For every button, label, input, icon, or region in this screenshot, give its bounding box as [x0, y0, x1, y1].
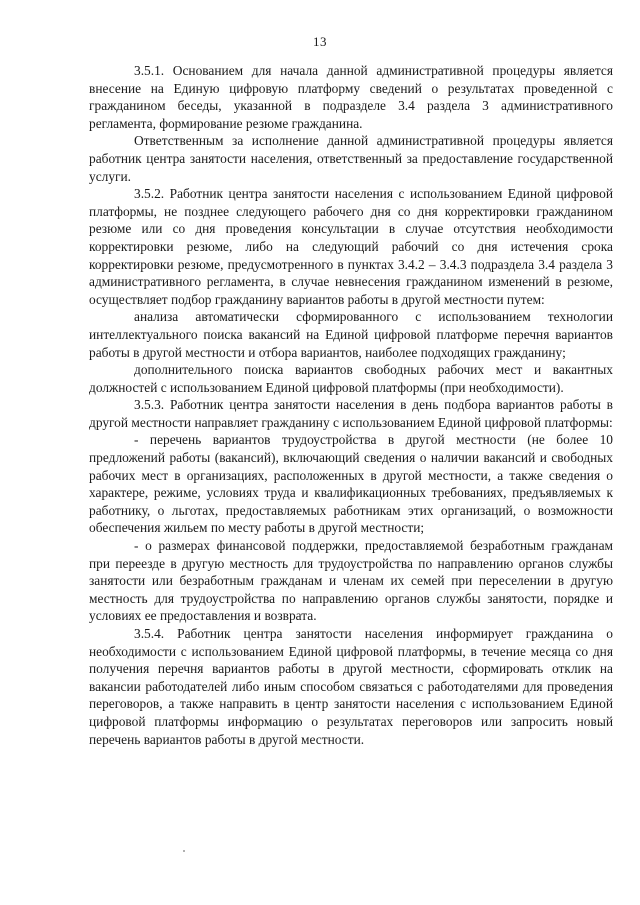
paragraph-3-5-2: 3.5.2. Работник центра занятости населения с использованием Единой цифровой платформы, не позднее следующего рабочего дня со дня корректировки гражданином резюме или со дня проведения консультации в случае отсутствия необходимости корректировки резюме, либо на следующий рабочий со дня истечения срока корректировки резюме, предусмотренного в пунктах 3.4.2 – 3.4.3 подраздела 3.4 раздела 3 административного регламента, в случае невнесения гражданином изменений в резюме, осуществляет подбор гражданину вариантов работы в другой местности путем: — [89, 186, 613, 307]
document-body — [89, 62, 613, 748]
paragraph-financial-support: - о размерах финансовой поддержки, предоставляемой безработным гражданам при переезде в другую местность для трудоустройства по направлению органов службы занятости или безработным гражданам и членам их семей при переселении в другую местность для трудоустройства по направлению органов службы занятости, порядке и условиях ее предоставления и возврата. — [89, 538, 613, 624]
paragraph-3-5-1: 3.5.1. Основанием для начала данной административной процедуры является внесение на Единую цифровую платформу сведений о результатах проведенной с гражданином беседы, указанной в подразделе 3.4 раздела 3 административного регламента, формирование резюме гражданина. — [89, 63, 613, 131]
paragraph-3-5-3: 3.5.3. Работник центра занятости населения в день подбора вариантов работы в другой местности направляет гражданину с использованием Единой цифровой платформы: — [89, 397, 613, 430]
paragraph-3-5-4: 3.5.4. Работник центра занятости населения информирует гражданина о необходимости с использованием Единой цифровой платформы, в течение месяца со дня получения перечня вариантов работы в другой местности, сформировать отклик на вакансии работодателей либо иным способом связаться с работодателями для проведения переговоров, а также направить в центр занятости населения с использованием Единой цифровой платформы информацию о результатах переговоров или запросить новый перечень вариантов работы в другой местности. — [89, 626, 613, 747]
paragraph-analysis: анализа автоматически сформированного с использованием технологии интеллектуального поиска вакансий на Единой цифровой платформе перечня вариантов работы в другой местности и отбора вариантов, наиболее подходящих гражданину; — [89, 309, 613, 360]
page-number: 13 — [313, 34, 327, 49]
paragraph-list-of-options: - перечень вариантов трудоустройства в другой местности (не более 10 предложений работы (вакансий), включающий сведения о наличии вакансий и свободных рабочих мест в организациях, расположенных в другой местности, а также сведения о характере, режиме, условиях труда и квалификационных требованиях, предъявляемых к работнику, о льготах, предоставляемых работникам этих организаций, о возможности обеспечения жильем по месту работы в другой местности; — [89, 432, 613, 536]
scan-speck — [183, 850, 185, 852]
paragraph-responsible: Ответственным за исполнение данной административной процедуры является работник центра занятости населения, ответственный за предоставление государственной услуги. — [89, 133, 613, 184]
paragraph-additional-search: дополнительного поиска вариантов свободных рабочих мест и вакантных должностей с использованием Единой цифровой платформы (при необходимости). — [89, 362, 613, 395]
